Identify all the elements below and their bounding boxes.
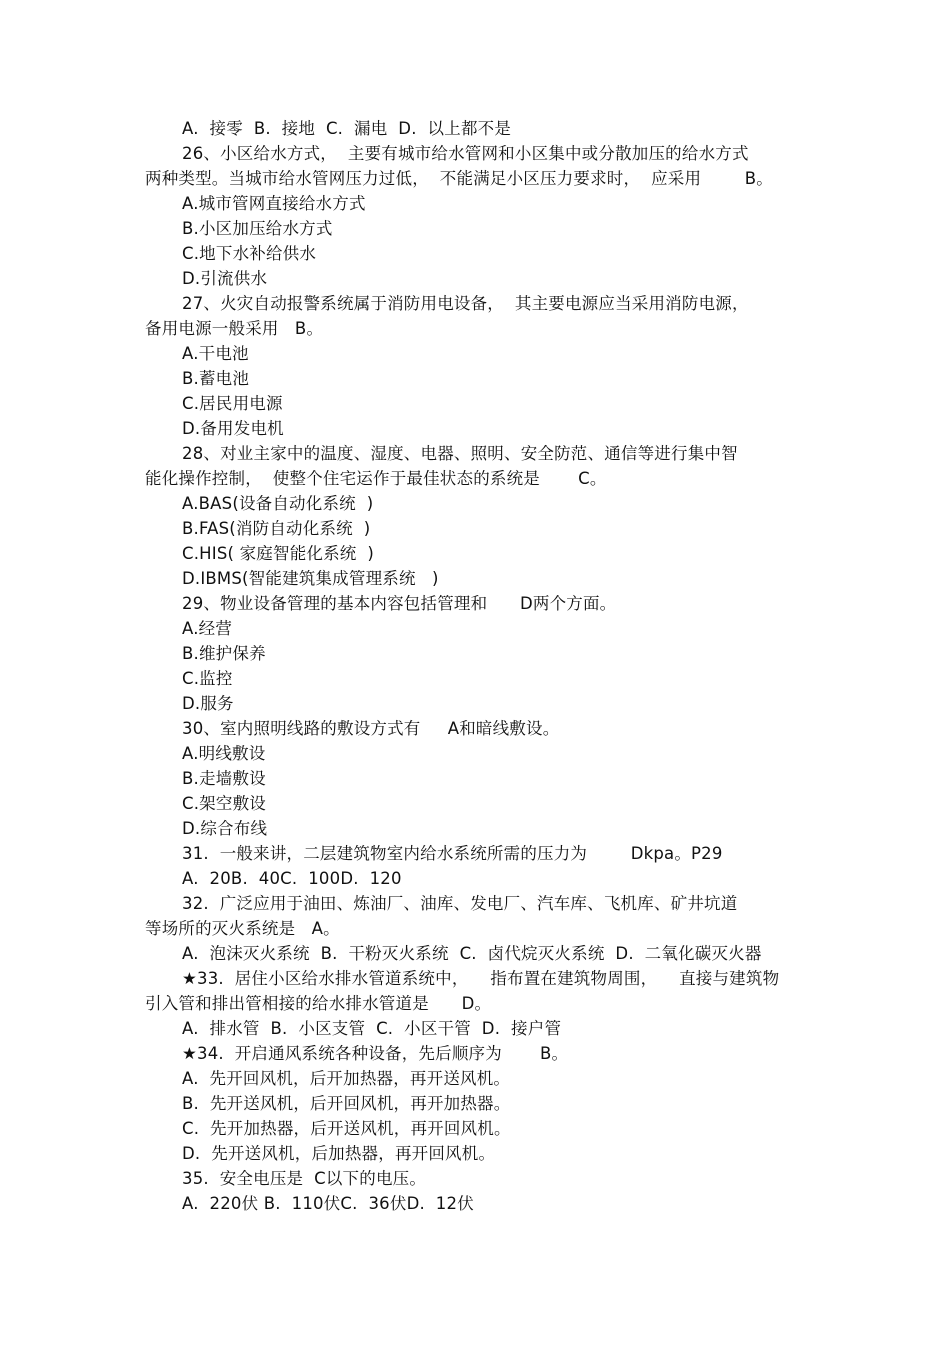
q33-stem-line2: 引入管和排出管相接的给水排水管道是 D。: [145, 994, 492, 1013]
q26-stem-line1: 26、小区给水方式， 主要有城市给水管网和小区集中或分散加压的给水方式: [182, 144, 749, 163]
q25-options: A. 接零 B. 接地 C. 漏电 D. 以上都不是: [182, 119, 512, 138]
q32-options: A. 泡沫灭火系统 B. 干粉灭火系统 C. 卤代烷灭火系统 D. 二氧化碳灭火器: [182, 944, 762, 963]
q28-option-b: B.FAS(消防自动化系统 ): [182, 519, 371, 538]
q29-option-d: D.服务: [182, 694, 234, 713]
q32-stem-line2: 等场所的灭火系统是 A。: [145, 919, 340, 938]
q26-option-b: B.小区加压给水方式: [182, 219, 333, 238]
q27-option-d: D.备用发电机: [182, 419, 284, 438]
q30-option-c: C.架空敷设: [182, 794, 266, 813]
q26-option-d: D.引流供水: [182, 269, 268, 288]
q26-option-a: A.城市管网直接给水方式: [182, 194, 366, 213]
q29-option-b: B.维护保养: [182, 644, 266, 663]
q28-option-a: A.BAS(设备自动化系统 ): [182, 494, 374, 513]
q30-option-a: A.明线敷设: [182, 744, 266, 763]
q27-option-b: B.蓄电池: [182, 369, 250, 388]
q30-stem: 30、室内照明线路的敷设方式有 A和暗线敷设。: [182, 719, 560, 738]
q34-option-d: D. 先开送风机，后加热器，再开回风机。: [182, 1144, 496, 1163]
q33-options: A. 排水管 B. 小区支管 C. 小区干管 D. 接户管: [182, 1019, 562, 1038]
q34-stem: ★34. 开启通风系统各种设备，先后顺序为 B。: [182, 1044, 569, 1063]
q27-option-c: C.居民用电源: [182, 394, 283, 413]
q30-option-d: D.综合布线: [182, 819, 268, 838]
q28-option-d: D.IBMS(智能建筑集成管理系统 ): [182, 569, 439, 588]
q35-options: A. 220伏 B. 110伏C. 36伏D. 12伏: [182, 1194, 474, 1213]
q29-option-a: A.经营: [182, 619, 233, 638]
q31-stem: 31. 一般来讲，二层建筑物室内给水系统所需的压力为 Dkpa。P29: [182, 844, 723, 863]
q34-option-b: B. 先开送风机，后开回风机，再开加热器。: [182, 1094, 511, 1113]
q27-option-a: A.干电池: [182, 344, 249, 363]
q29-stem: 29、物业设备管理的基本内容包括管理和 D两个方面。: [182, 594, 617, 613]
q26-stem-line2: 两种类型。当城市给水管网压力过低， 不能满足小区压力要求时， 应采用 B。: [145, 169, 773, 188]
q33-stem-line1: ★33. 居住小区给水排水管道系统中， 指布置在建筑物周围， 直接与建筑物: [182, 969, 780, 988]
q30-option-b: B.走墙敷设: [182, 769, 266, 788]
q27-stem-line1: 27、火灾自动报警系统属于消防用电设备， 其主要电源应当采用消防电源，: [182, 294, 749, 313]
q31-options: A. 20B. 40C. 100D. 120: [182, 869, 402, 888]
q35-stem: 35. 安全电压是 C以下的电压。: [182, 1169, 427, 1188]
q28-option-c: C.HIS( 家庭智能化系统 ): [182, 544, 375, 563]
q32-stem-line1: 32. 广泛应用于油田、炼油厂、油库、发电厂、汽车库、飞机库、矿井坑道: [182, 894, 738, 913]
q28-stem-line1: 28、对业主家中的温度、湿度、电器、照明、安全防范、通信等进行集中智: [182, 444, 738, 463]
q28-stem-line2: 能化操作控制， 使整个住宅运作于最佳状态的系统是 C。: [145, 469, 607, 488]
q29-option-c: C.监控: [182, 669, 233, 688]
q27-stem-line2: 备用电源一般采用 B。: [145, 319, 324, 338]
q34-option-a: A. 先开回风机，后开加热器，再开送风机。: [182, 1069, 511, 1088]
q26-option-c: C.地下水补给供水: [182, 244, 317, 263]
q34-option-c: C. 先开加热器，后开送风机，再开回风机。: [182, 1119, 511, 1138]
